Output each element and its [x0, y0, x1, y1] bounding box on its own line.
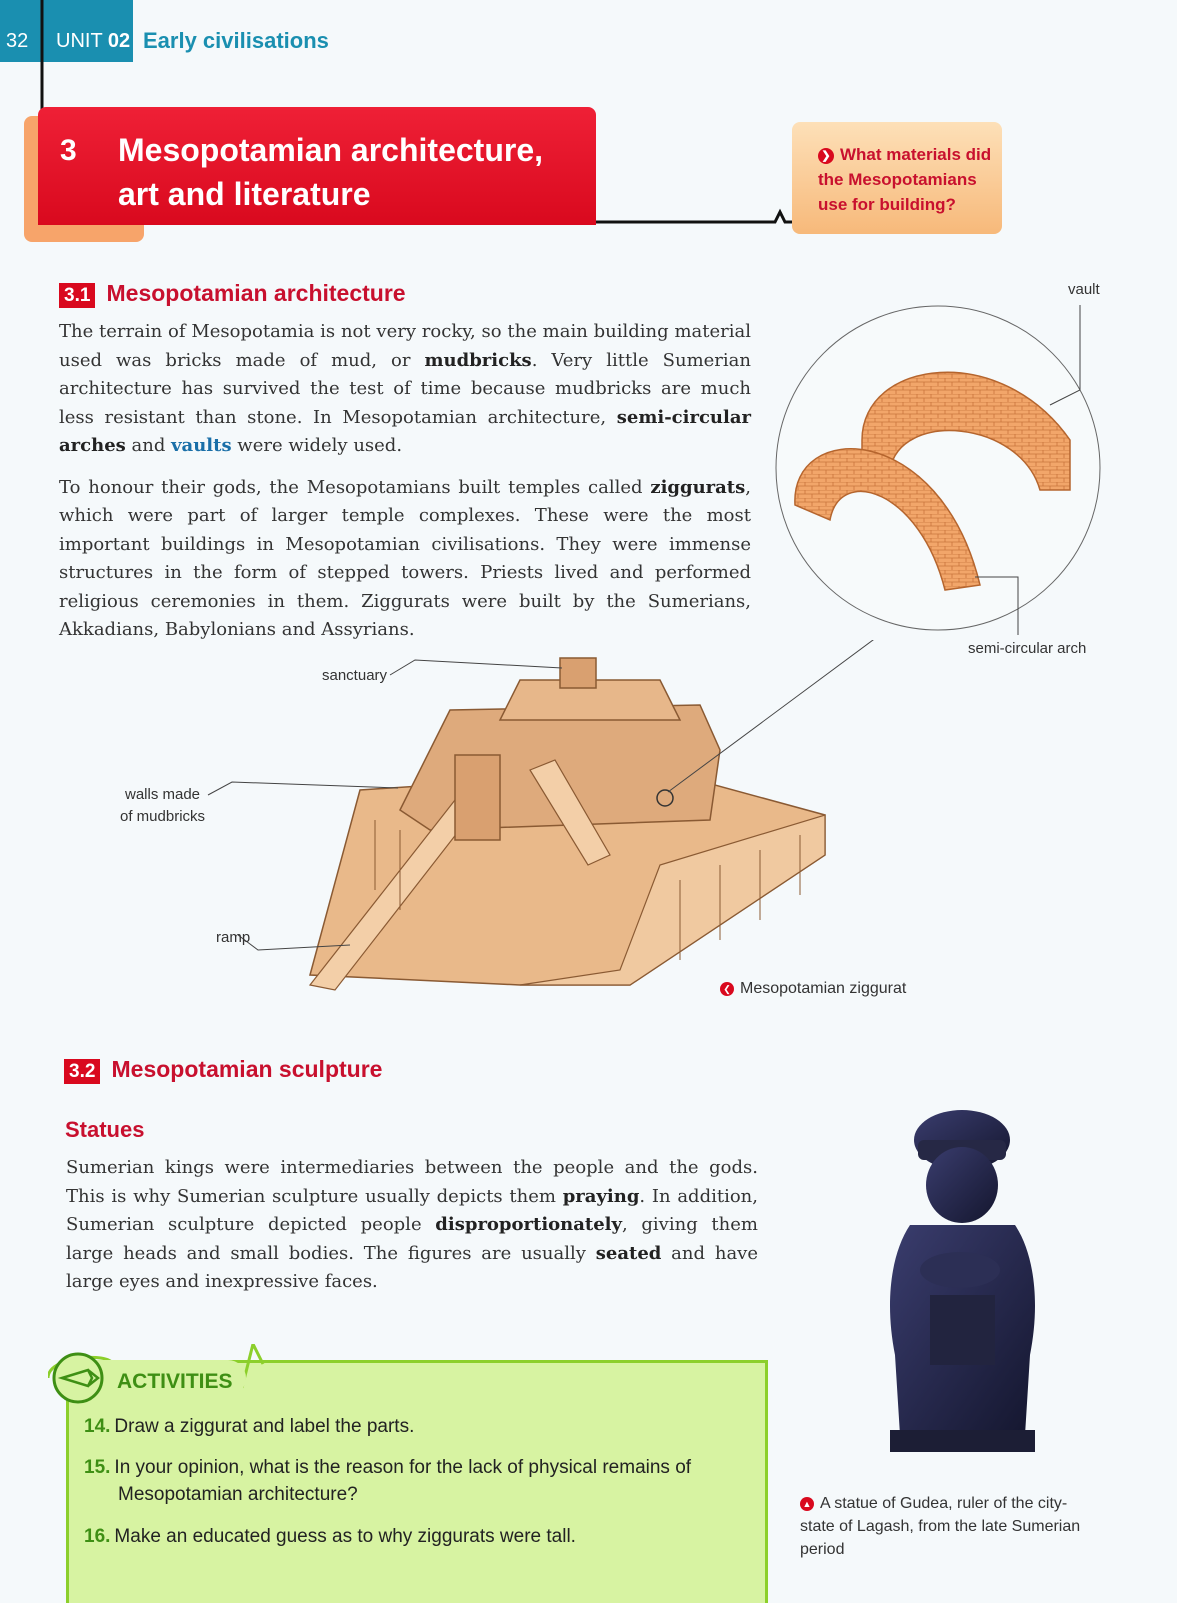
- sculpture-paragraph: [66, 1154, 758, 1297]
- text-run: , giving them large heads and small bodies. The figures are usually: [66, 1214, 758, 1264]
- section-title-line2: art and literature: [118, 176, 371, 212]
- label-vault: vault: [1068, 281, 1100, 298]
- section-badge: 3.2: [64, 1059, 100, 1084]
- text-run: were widely used.: [231, 435, 403, 456]
- keyword-praying: praying: [562, 1185, 640, 1207]
- statue-caption-text: A statue of Gudea, ruler of the city-state of Lagash, from the late Sumerian period: [800, 1495, 1081, 1558]
- unit-title: Early civilisations: [143, 28, 329, 53]
- section-3-1-heading: [59, 280, 406, 307]
- activity-number: 16.: [84, 1526, 111, 1547]
- text-run: The terrain of Mesopotamia is not very rocky, so the main building material used was bricks made of mud, or: [59, 321, 751, 371]
- page-number: 32: [6, 30, 29, 52]
- ziggurat-caption: [720, 977, 906, 1000]
- arrow-up-icon: ▲: [800, 1497, 814, 1511]
- architecture-paragraph-1: [59, 318, 751, 461]
- text-run: and: [125, 435, 172, 456]
- label-walls: [120, 784, 205, 828]
- ziggurat-caption-text: Mesopotamian ziggurat: [740, 980, 907, 997]
- text-run: Sumerian kings were intermediaries between the people and the gods. This is why Sumerian sculpture usually depicts them: [66, 1157, 758, 1207]
- section-heading: Mesopotamian sculpture: [111, 1056, 383, 1082]
- activity-number: 15.: [84, 1457, 111, 1478]
- keyword-ziggurats: ziggurats: [650, 476, 746, 498]
- activity-number: 14.: [84, 1416, 111, 1437]
- activity-14: [84, 1413, 744, 1440]
- section-title-line1: Mesopotamian architecture,: [118, 132, 543, 168]
- activity-text: In your opinion, what is the reason for the lack of physical remains of Mesopotamian architecture?: [114, 1457, 692, 1505]
- activity-15: [84, 1454, 728, 1508]
- architecture-paragraph-2: [59, 474, 751, 645]
- section-badge: 3.1: [59, 283, 95, 308]
- arch-vault-illustration: [770, 290, 1170, 650]
- architecture-body: [59, 318, 751, 658]
- gudea-statue-image: [870, 1105, 1050, 1465]
- text-run: , which were part of larger temple complexes. These were the most important buildings in Mesopotamian civilisations. They were immense structures in the form of stepped towers. Priests lived and performed religious ceremonies in them. Ziggurats were built by the Sumerians, Akkadians, Babylonians and Assyrians.: [59, 476, 751, 640]
- section-number: 3: [60, 134, 77, 167]
- keyword-arches: semi-circular arches: [59, 406, 751, 456]
- label-sanctuary: sanctuary: [322, 667, 388, 684]
- activity-16: [84, 1523, 744, 1550]
- keyword-vaults-link[interactable]: vaults: [171, 435, 232, 456]
- label-ramp: ramp: [216, 929, 251, 946]
- section-title: [118, 128, 588, 216]
- sculpture-body: [66, 1154, 758, 1310]
- text-run: . In addition, Sumerian sculpture depicted people: [66, 1185, 758, 1235]
- arrow-left-icon: ❮: [720, 982, 734, 996]
- statues-subheading: Statues: [65, 1117, 145, 1142]
- label-walls-line1: walls made: [125, 786, 201, 803]
- activities-title: ACTIVITIES: [117, 1370, 233, 1393]
- label-semi-circular-arch: semi-circular arch: [968, 640, 1087, 657]
- text-run: and have large eyes and inexpressive faces.: [66, 1242, 758, 1292]
- ziggurat-illustration: [100, 640, 930, 1020]
- label-walls-line2: of mudbricks: [120, 808, 206, 825]
- unit-number: 02: [107, 30, 131, 52]
- text-run: To honour their gods, the Mesopotamians built temples called: [59, 476, 651, 498]
- keyword-disproportionately: disproportionately: [435, 1214, 622, 1235]
- unit-word: UNIT: [56, 30, 103, 52]
- arrow-right-icon: ❯: [818, 148, 834, 164]
- keyword-mudbricks: mudbricks: [424, 349, 532, 371]
- key-question-text: What materials did the Mesopotamians use for building?: [818, 145, 992, 214]
- keyword-seated: seated: [595, 1242, 662, 1264]
- statue-caption: [800, 1492, 1100, 1561]
- activity-text: Draw a ziggurat and label the parts.: [114, 1416, 415, 1437]
- text-run: . Very little Sumerian architecture has survived the test of time because mudbricks are much less resistant than stone. In Mesopotamian architecture,: [59, 349, 751, 428]
- key-question: [818, 142, 998, 217]
- activity-text: Make an educated guess as to why ziggurats were tall.: [114, 1526, 576, 1547]
- section-heading: Mesopotamian architecture: [106, 280, 406, 306]
- section-3-2-heading: [64, 1056, 382, 1083]
